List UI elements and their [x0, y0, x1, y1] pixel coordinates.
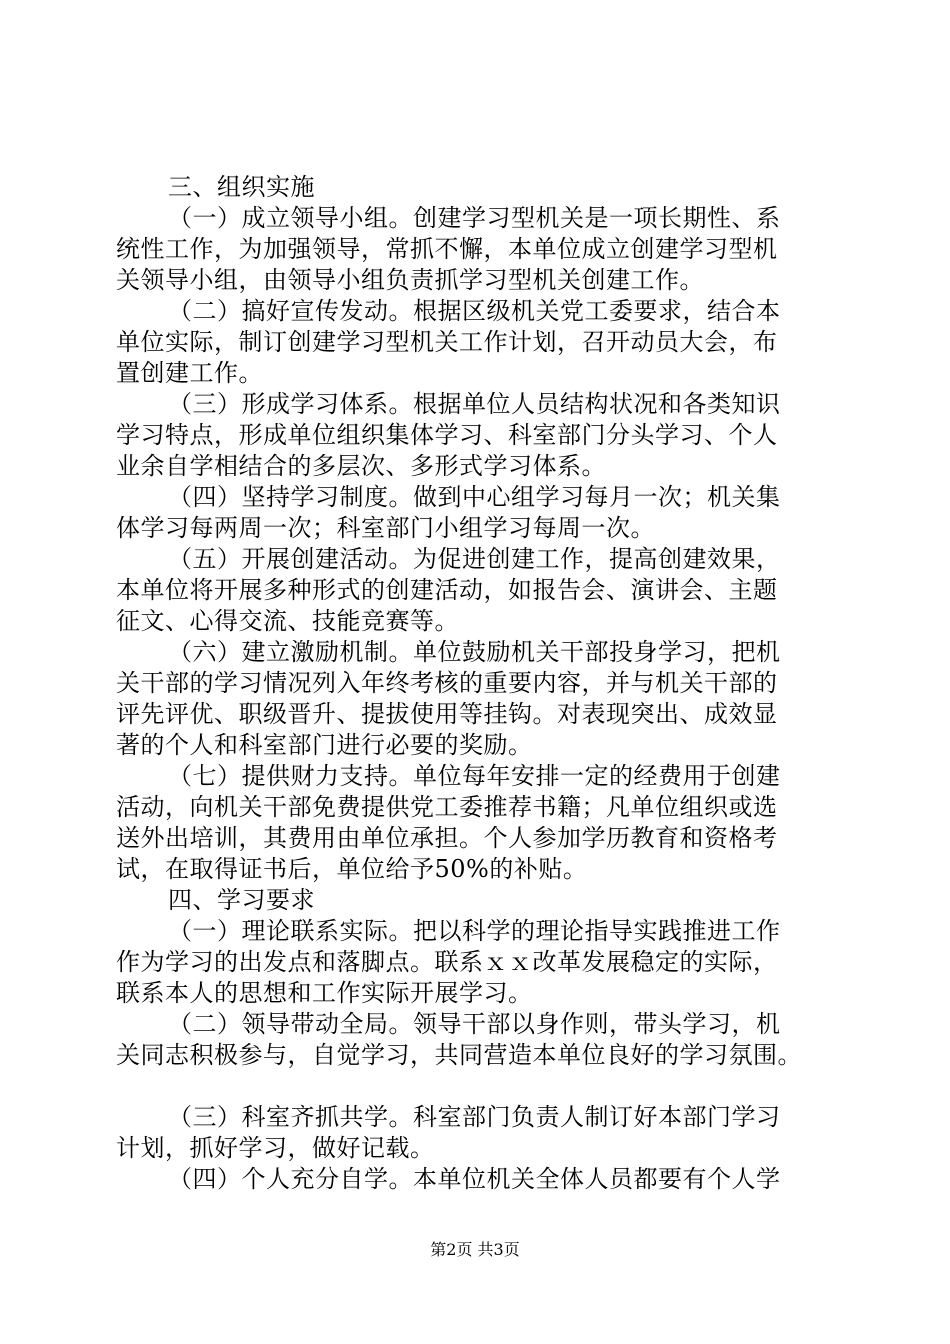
- text-line: 联系本人的思想和工作实际开展学习。: [116, 979, 533, 1007]
- text-line: （四）个人充分自学。本单位机关全体人员都要有个人学: [168, 1165, 781, 1193]
- text-line: （二）领导带动全局。领导干部以身作则，带头学习，机: [168, 1010, 781, 1038]
- text-line: （四）坚持学习制度。做到中心组学习每月一次；机关集: [168, 483, 781, 511]
- text-line: 征文、心得交流、技能竞赛等。: [116, 607, 459, 635]
- text-line: 评先评优、职级晋升、提拔使用等挂钩。对表现突出、成效显: [116, 700, 778, 728]
- text-line: 统性工作，为加强领导，常抓不懈，本单位成立创建学习型机: [116, 235, 778, 263]
- blank-line: [116, 1071, 836, 1102]
- text-line: 送外出培训，其费用由单位承担。个人参加学历教育和资格考: [116, 824, 778, 852]
- text-line: 四、学习要求: [168, 886, 315, 914]
- text-line: （三）形成学习体系。根据单位人员结构状况和各类知识: [168, 390, 781, 418]
- page-footer: 第2页 共3页: [430, 1240, 520, 1259]
- text-line: 置创建工作。: [116, 359, 263, 387]
- text-line: 试，在取得证书后，单位给予50%的补贴。: [116, 855, 588, 883]
- text-line: （六）建立激励机制。单位鼓励机关干部投身学习，把机: [168, 638, 781, 666]
- text-line: 体学习每两周一次；科室部门小组学习每周一次。: [116, 514, 655, 542]
- text-line: （五）开展创建活动。为促进创建工作，提高创建效果，: [168, 545, 781, 573]
- text-line: 关同志积极参与，自觉学习，共同营造本单位良好的学习氛围。: [116, 1041, 802, 1069]
- text-line: 著的个人和科室部门进行必要的奖励。: [116, 731, 533, 759]
- text-line: 关干部的学习情况列入年终考核的重要内容，并与机关干部的: [116, 669, 778, 697]
- text-line: 关领导小组，由领导小组负责抓学习型机关创建工作。: [116, 266, 704, 294]
- text-line: 学习特点，形成单位组织集体学习、科室部门分头学习、个人: [116, 421, 778, 449]
- document-body: [116, 172, 836, 1195]
- text-line: 活动，向机关干部免费提供党工委推荐书籍；凡单位组织或选: [116, 793, 778, 821]
- text-line: （一）成立领导小组。创建学习型机关是一项长期性、系: [168, 204, 781, 232]
- text-line: （一）理论联系实际。把以科学的理论指导实践推进工作: [168, 917, 781, 945]
- text-line: 业余自学相结合的多层次、多形式学习体系。: [116, 452, 606, 480]
- text-line: （三）科室齐抓共学。科室部门负责人制订好本部门学习: [168, 1103, 781, 1131]
- text-line: 作为学习的出发点和落脚点。联系ｘｘ改革发展稳定的实际，: [116, 948, 778, 976]
- text-line: （二）搞好宣传发动。根据区级机关党工委要求，结合本: [168, 297, 781, 325]
- text-line: 计划，抓好学习，做好记载。: [116, 1134, 435, 1162]
- text-line: 单位实际，制订创建学习型机关工作计划，召开动员大会，布: [116, 328, 778, 356]
- text-line: 本单位将开展多种形式的创建活动，如报告会、演讲会、主题: [116, 576, 778, 604]
- text-line: （七）提供财力支持。单位每年安排一定的经费用于创建: [168, 762, 781, 790]
- text-line: 三、组织实施: [168, 173, 315, 201]
